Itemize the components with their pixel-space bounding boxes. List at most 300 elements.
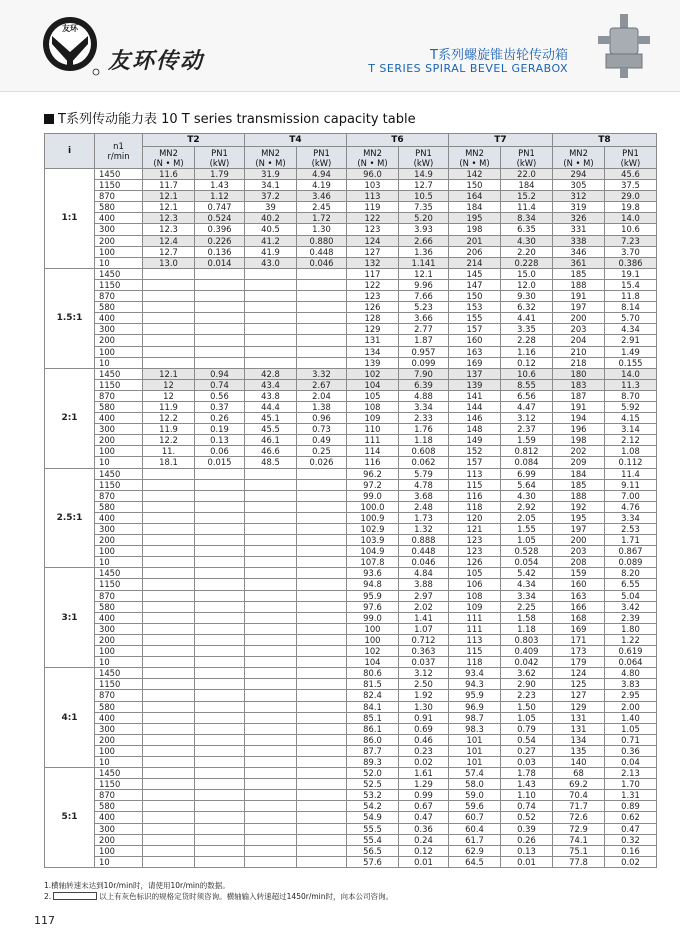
- value-cell: 0.099: [399, 357, 449, 368]
- value-cell: 14.0: [605, 213, 657, 224]
- speed-cell: 1150: [95, 379, 143, 390]
- value-cell: 123: [449, 546, 501, 557]
- footnote-1: 1.横轴转速未达到10r/min时，请使用10r/min的数据。: [44, 881, 230, 890]
- speed-cell: 200: [95, 235, 143, 246]
- value-cell: [245, 834, 297, 845]
- value-cell: [245, 756, 297, 767]
- value-cell: 100.0: [347, 501, 399, 512]
- value-cell: [297, 801, 347, 812]
- value-cell: 12.3: [143, 213, 195, 224]
- value-cell: 208: [553, 557, 605, 568]
- value-cell: [143, 612, 195, 623]
- value-cell: 15.2: [501, 191, 553, 202]
- value-cell: 2.53: [605, 524, 657, 535]
- ratio-cell: 2.5:1: [45, 468, 95, 568]
- value-cell: [195, 623, 245, 634]
- value-cell: 0.528: [501, 546, 553, 557]
- value-cell: 43.0: [245, 257, 297, 268]
- value-cell: 5.79: [399, 468, 449, 479]
- value-cell: 8.70: [605, 390, 657, 401]
- value-cell: 104: [347, 657, 399, 668]
- value-cell: 331: [553, 224, 605, 235]
- value-cell: [143, 723, 195, 734]
- subheader-t4-mn2: MN2 (N • M): [245, 147, 297, 169]
- value-cell: 4.19: [297, 180, 347, 191]
- company-name: 友环传动: [108, 48, 205, 74]
- value-cell: 150: [449, 291, 501, 302]
- value-cell: 3.42: [605, 601, 657, 612]
- speed-cell: 870: [95, 790, 143, 801]
- value-cell: 57.4: [449, 768, 501, 779]
- value-cell: [297, 734, 347, 745]
- value-cell: [245, 579, 297, 590]
- speed-cell: 400: [95, 313, 143, 324]
- value-cell: 0.888: [399, 535, 449, 546]
- value-cell: 1.38: [297, 401, 347, 412]
- value-cell: 191: [553, 401, 605, 412]
- value-cell: 1.43: [195, 180, 245, 191]
- value-cell: [297, 657, 347, 668]
- value-cell: 2.23: [501, 690, 553, 701]
- value-cell: 96.2: [347, 468, 399, 479]
- table-row: [45, 191, 657, 202]
- value-cell: 11.3: [605, 379, 657, 390]
- value-cell: 101: [449, 756, 501, 767]
- value-cell: 99.0: [347, 490, 399, 501]
- value-cell: [143, 679, 195, 690]
- value-cell: 0.74: [195, 379, 245, 390]
- value-cell: 11.4: [501, 202, 553, 213]
- table-row: [45, 501, 657, 512]
- value-cell: 31.9: [245, 169, 297, 180]
- value-cell: 195: [553, 512, 605, 523]
- value-cell: [297, 768, 347, 779]
- value-cell: 142: [449, 169, 501, 180]
- speed-cell: 1150: [95, 279, 143, 290]
- value-cell: 44.4: [245, 401, 297, 412]
- speed-cell: 10: [95, 257, 143, 268]
- value-cell: 159: [553, 568, 605, 579]
- value-cell: 163: [553, 590, 605, 601]
- value-cell: [245, 657, 297, 668]
- table-row: [45, 812, 657, 823]
- value-cell: 2.67: [297, 379, 347, 390]
- value-cell: 93.4: [449, 668, 501, 679]
- value-cell: 305: [553, 180, 605, 191]
- value-cell: 2.25: [501, 601, 553, 612]
- value-cell: 4.76: [605, 501, 657, 512]
- value-cell: [195, 557, 245, 568]
- value-cell: 95.9: [449, 690, 501, 701]
- value-cell: [143, 313, 195, 324]
- value-cell: 37.2: [245, 191, 297, 202]
- value-cell: 187: [553, 390, 605, 401]
- table-row: [45, 679, 657, 690]
- value-cell: 137: [449, 368, 501, 379]
- value-cell: [297, 479, 347, 490]
- value-cell: [195, 668, 245, 679]
- value-cell: [195, 657, 245, 668]
- value-cell: 0.06: [195, 446, 245, 457]
- capacity-table-container: [44, 133, 656, 868]
- table-row: [45, 568, 657, 579]
- value-cell: 3.66: [399, 313, 449, 324]
- value-cell: [245, 734, 297, 745]
- value-cell: [297, 568, 347, 579]
- value-cell: 99.0: [347, 612, 399, 623]
- value-cell: 4.34: [501, 579, 553, 590]
- value-cell: 0.089: [605, 557, 657, 568]
- value-cell: 4.94: [297, 169, 347, 180]
- value-cell: 94.3: [449, 679, 501, 690]
- value-cell: 2.02: [399, 601, 449, 612]
- table-row: [45, 490, 657, 501]
- table-row: [45, 302, 657, 313]
- value-cell: 102.9: [347, 524, 399, 535]
- value-cell: 5.42: [501, 568, 553, 579]
- value-cell: 60.7: [449, 812, 501, 823]
- value-cell: 0.054: [501, 557, 553, 568]
- value-cell: 55.5: [347, 823, 399, 834]
- value-cell: 0.99: [399, 790, 449, 801]
- value-cell: 15.4: [605, 279, 657, 290]
- value-cell: 104: [347, 379, 399, 390]
- value-cell: [195, 601, 245, 612]
- value-cell: 0.94: [195, 368, 245, 379]
- value-cell: 70.4: [553, 790, 605, 801]
- value-cell: 0.608: [399, 446, 449, 457]
- value-cell: [297, 313, 347, 324]
- speed-cell: 1450: [95, 169, 143, 180]
- value-cell: 19.8: [605, 202, 657, 213]
- value-cell: 168: [553, 612, 605, 623]
- value-cell: 57.6: [347, 856, 399, 867]
- table-row: [45, 357, 657, 368]
- value-cell: 113: [347, 191, 399, 202]
- value-cell: [195, 279, 245, 290]
- value-cell: 4.78: [399, 479, 449, 490]
- value-cell: 105: [347, 390, 399, 401]
- value-cell: 96.9: [449, 701, 501, 712]
- value-cell: 4.15: [605, 413, 657, 424]
- value-cell: 1.87: [399, 335, 449, 346]
- value-cell: [245, 601, 297, 612]
- table-row: [45, 768, 657, 779]
- value-cell: [245, 357, 297, 368]
- value-cell: [195, 801, 245, 812]
- value-cell: 0.046: [399, 557, 449, 568]
- value-cell: 5.64: [501, 479, 553, 490]
- value-cell: [143, 779, 195, 790]
- value-cell: 12: [143, 390, 195, 401]
- table-row: [45, 169, 657, 180]
- table-row: [45, 668, 657, 679]
- value-cell: [245, 612, 297, 623]
- speed-cell: 200: [95, 634, 143, 645]
- table-row: [45, 279, 657, 290]
- value-cell: 197: [553, 524, 605, 535]
- speed-cell: 300: [95, 224, 143, 235]
- value-cell: [195, 790, 245, 801]
- value-cell: 14.0: [605, 368, 657, 379]
- value-cell: 0.046: [297, 257, 347, 268]
- value-cell: 72.9: [553, 823, 605, 834]
- speed-cell: 870: [95, 291, 143, 302]
- value-cell: 2.00: [605, 701, 657, 712]
- value-cell: 111: [347, 435, 399, 446]
- value-cell: [195, 291, 245, 302]
- table-row: [45, 180, 657, 191]
- value-cell: 0.619: [605, 646, 657, 657]
- value-cell: 1.05: [605, 723, 657, 734]
- value-cell: 184: [553, 468, 605, 479]
- table-row: [45, 723, 657, 734]
- value-cell: [143, 768, 195, 779]
- value-cell: 214: [449, 257, 501, 268]
- value-cell: 206: [449, 246, 501, 257]
- value-cell: 139: [347, 357, 399, 368]
- value-cell: [195, 302, 245, 313]
- value-cell: 85.1: [347, 712, 399, 723]
- value-cell: [245, 535, 297, 546]
- value-cell: 1.07: [399, 623, 449, 634]
- value-cell: 0.062: [399, 457, 449, 468]
- value-cell: [245, 302, 297, 313]
- value-cell: 60.4: [449, 823, 501, 834]
- value-cell: 114: [347, 446, 399, 457]
- value-cell: 0.32: [605, 834, 657, 845]
- value-cell: 2.92: [501, 501, 553, 512]
- value-cell: 6.55: [605, 579, 657, 590]
- speed-cell: 100: [95, 346, 143, 357]
- value-cell: 0.155: [605, 357, 657, 368]
- value-cell: [297, 524, 347, 535]
- value-cell: 118: [449, 657, 501, 668]
- value-cell: 111: [449, 623, 501, 634]
- value-cell: 1.79: [195, 169, 245, 180]
- value-cell: 0.23: [399, 745, 449, 756]
- value-cell: [297, 601, 347, 612]
- value-cell: 1.55: [501, 524, 553, 535]
- value-cell: 123: [347, 291, 399, 302]
- value-cell: 1.43: [501, 779, 553, 790]
- value-cell: [195, 612, 245, 623]
- value-cell: 0.62: [605, 812, 657, 823]
- value-cell: 1.12: [195, 191, 245, 202]
- value-cell: 3.35: [501, 324, 553, 335]
- value-cell: 0.47: [399, 812, 449, 823]
- value-cell: 2.33: [399, 413, 449, 424]
- value-cell: 185: [553, 268, 605, 279]
- value-cell: 39: [245, 202, 297, 213]
- value-cell: 45.5: [245, 424, 297, 435]
- value-cell: [195, 268, 245, 279]
- value-cell: 8.34: [501, 213, 553, 224]
- value-cell: 3.12: [501, 413, 553, 424]
- value-cell: 3.34: [399, 401, 449, 412]
- value-cell: 0.363: [399, 646, 449, 657]
- value-cell: 2.66: [399, 235, 449, 246]
- speed-cell: 870: [95, 390, 143, 401]
- value-cell: 3.83: [605, 679, 657, 690]
- speed-cell: 1150: [95, 479, 143, 490]
- value-cell: 131: [553, 712, 605, 723]
- table-row: [45, 690, 657, 701]
- table-row: [45, 401, 657, 412]
- value-cell: 86.1: [347, 723, 399, 734]
- value-cell: [195, 479, 245, 490]
- value-cell: 198: [449, 224, 501, 235]
- speed-cell: 10: [95, 856, 143, 867]
- value-cell: [297, 512, 347, 523]
- value-cell: [143, 668, 195, 679]
- value-cell: 2.91: [605, 335, 657, 346]
- value-cell: 108: [347, 401, 399, 412]
- value-cell: 210: [553, 346, 605, 357]
- value-cell: 1.41: [399, 612, 449, 623]
- value-cell: 2.45: [297, 202, 347, 213]
- table-row: [45, 390, 657, 401]
- value-cell: [297, 845, 347, 856]
- value-cell: 169: [553, 623, 605, 634]
- value-cell: 3.34: [501, 590, 553, 601]
- value-cell: [195, 524, 245, 535]
- speed-cell: 200: [95, 834, 143, 845]
- value-cell: 97.6: [347, 601, 399, 612]
- value-cell: 3.68: [399, 490, 449, 501]
- value-cell: 12.1: [399, 268, 449, 279]
- value-cell: 82.4: [347, 690, 399, 701]
- speed-cell: 300: [95, 623, 143, 634]
- value-cell: 1.08: [605, 446, 657, 457]
- table-row: [45, 379, 657, 390]
- value-cell: 2.50: [399, 679, 449, 690]
- page-title-cn: T系列螺旋锥齿轮传动箱: [430, 48, 568, 63]
- value-cell: 87.7: [347, 745, 399, 756]
- value-cell: 100: [347, 623, 399, 634]
- speed-cell: 100: [95, 446, 143, 457]
- value-cell: [195, 568, 245, 579]
- value-cell: 4.30: [501, 235, 553, 246]
- value-cell: 164: [449, 191, 501, 202]
- value-cell: 64.5: [449, 856, 501, 867]
- bullet-square-icon: [44, 114, 54, 124]
- value-cell: 0.89: [605, 801, 657, 812]
- value-cell: 0.71: [605, 734, 657, 745]
- value-cell: [245, 512, 297, 523]
- value-cell: 129: [347, 324, 399, 335]
- value-cell: [297, 357, 347, 368]
- value-cell: [297, 634, 347, 645]
- value-cell: 12.1: [143, 191, 195, 202]
- value-cell: [143, 557, 195, 568]
- value-cell: 59.6: [449, 801, 501, 812]
- speed-cell: 300: [95, 723, 143, 734]
- value-cell: 100.9: [347, 512, 399, 523]
- value-cell: 117: [347, 268, 399, 279]
- value-cell: 0.36: [605, 745, 657, 756]
- value-cell: [245, 701, 297, 712]
- value-cell: 1.22: [605, 634, 657, 645]
- value-cell: [195, 546, 245, 557]
- subheader-t7-mn2: MN2 (N • M): [449, 147, 501, 169]
- value-cell: 163: [449, 346, 501, 357]
- table-row: [45, 257, 657, 268]
- value-cell: 61.7: [449, 834, 501, 845]
- value-cell: [297, 535, 347, 546]
- value-cell: [143, 823, 195, 834]
- ratio-cell: 1:1: [45, 169, 95, 269]
- value-cell: 5.23: [399, 302, 449, 313]
- value-cell: [297, 723, 347, 734]
- value-cell: [143, 756, 195, 767]
- value-cell: 4.84: [399, 568, 449, 579]
- value-cell: [143, 812, 195, 823]
- value-cell: 0.812: [501, 446, 553, 457]
- value-cell: 0.386: [605, 257, 657, 268]
- value-cell: 0.957: [399, 346, 449, 357]
- table-row: [45, 701, 657, 712]
- value-cell: 115: [449, 479, 501, 490]
- value-cell: 3.32: [297, 368, 347, 379]
- value-cell: 12.2: [143, 435, 195, 446]
- value-cell: [143, 690, 195, 701]
- value-cell: 96.0: [347, 169, 399, 180]
- value-cell: 171: [553, 634, 605, 645]
- value-cell: 2.48: [399, 501, 449, 512]
- value-cell: 134: [553, 734, 605, 745]
- value-cell: 0.27: [501, 745, 553, 756]
- value-cell: [143, 734, 195, 745]
- table-row: [45, 468, 657, 479]
- speed-cell: 300: [95, 424, 143, 435]
- value-cell: 12: [143, 379, 195, 390]
- table-row: [45, 213, 657, 224]
- value-cell: 0.524: [195, 213, 245, 224]
- value-cell: [297, 856, 347, 867]
- value-cell: 0.015: [195, 457, 245, 468]
- value-cell: 62.9: [449, 845, 501, 856]
- value-cell: 152: [449, 446, 501, 457]
- table-row: [45, 612, 657, 623]
- speed-cell: 1450: [95, 268, 143, 279]
- value-cell: 5.04: [605, 590, 657, 601]
- table-row: [45, 524, 657, 535]
- value-cell: 0.79: [501, 723, 553, 734]
- value-cell: [195, 324, 245, 335]
- value-cell: 0.39: [501, 823, 553, 834]
- value-cell: 0.47: [605, 823, 657, 834]
- value-cell: 12.7: [143, 246, 195, 257]
- table-row: [45, 368, 657, 379]
- value-cell: [143, 535, 195, 546]
- ratio-cell: 5:1: [45, 768, 95, 868]
- value-cell: 0.54: [501, 734, 553, 745]
- value-cell: [143, 601, 195, 612]
- value-cell: 103: [347, 180, 399, 191]
- value-cell: 0.026: [297, 457, 347, 468]
- value-cell: [245, 690, 297, 701]
- value-cell: [297, 546, 347, 557]
- value-cell: 71.7: [553, 801, 605, 812]
- value-cell: 5.20: [399, 213, 449, 224]
- value-cell: 10.5: [399, 191, 449, 202]
- subheader-t8-mn2: MN2 (N • M): [553, 147, 605, 169]
- footnote-2-number: 2.: [44, 892, 52, 901]
- value-cell: 0.52: [501, 812, 553, 823]
- page-number: 117: [34, 914, 55, 927]
- value-cell: [143, 801, 195, 812]
